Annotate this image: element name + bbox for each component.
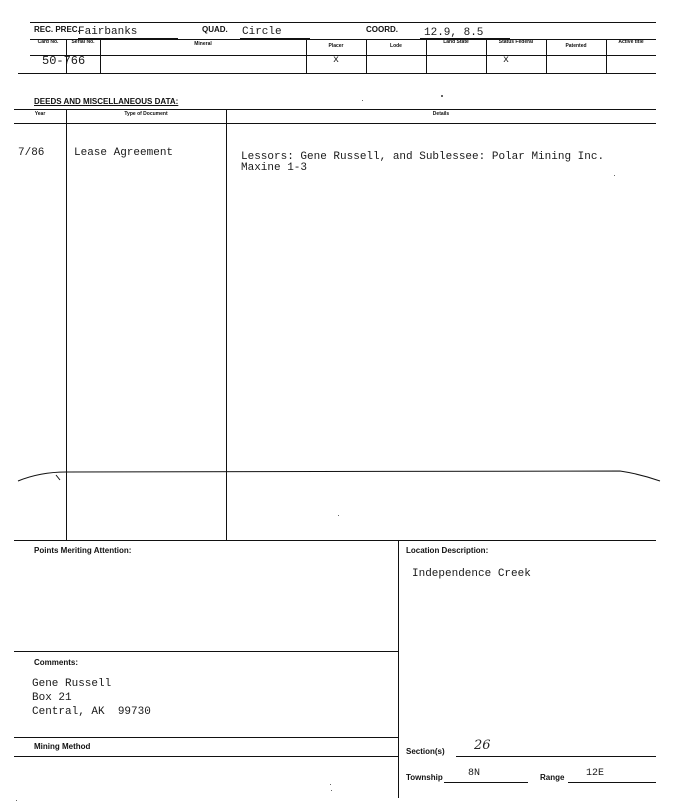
- header-columns-mid-rule: [30, 55, 656, 56]
- card-no-value: 50-766: [42, 54, 86, 68]
- mining-method-bottom-rule: [14, 756, 398, 757]
- comments-line-2: Box 21: [32, 692, 72, 704]
- placer-mark: x: [333, 55, 340, 66]
- range-underline: [568, 782, 656, 783]
- comments-line-1: Gene Russell: [32, 678, 112, 690]
- mining-method-label: Mining Method: [34, 742, 91, 751]
- location-description-label: Location Description:: [406, 546, 489, 555]
- deeds-bottom-rule: [14, 540, 656, 541]
- col-details: Details: [432, 111, 450, 117]
- comments-line-3: Central, AK 99730: [32, 706, 151, 718]
- col-status-federal: Status Federal: [498, 39, 534, 45]
- location-divider: [398, 540, 399, 798]
- col-land-state: Land State: [443, 39, 469, 45]
- deeds-header-rule: [14, 123, 656, 124]
- divider: [606, 39, 607, 73]
- divider: [66, 39, 67, 73]
- comments-label: Comments:: [34, 658, 79, 667]
- scan-speck: [330, 784, 331, 785]
- col-mineral: Mineral: [194, 41, 212, 47]
- sections-label: Section(s): [406, 747, 445, 756]
- divider: [426, 39, 427, 73]
- divider: [306, 39, 307, 73]
- sections-underline: [456, 756, 656, 757]
- township-value: 8N: [468, 768, 481, 779]
- scan-speck: [331, 790, 332, 791]
- deed-details-line-2: Maxine 1-3: [241, 162, 308, 174]
- col-year: Year: [34, 111, 46, 117]
- points-meriting-attention-label: Points Meriting Attention:: [34, 546, 132, 555]
- quad-value: Circle: [242, 26, 282, 38]
- divider: [366, 39, 367, 73]
- status-federal-mark: x: [503, 55, 510, 66]
- col-placer: Placer: [328, 43, 344, 49]
- scan-speck: [441, 95, 443, 97]
- scan-speck: [362, 100, 363, 101]
- col-serial-no: Serial No.: [71, 39, 95, 45]
- col-card-no: Card No.: [37, 39, 59, 45]
- scan-speck: [614, 175, 615, 176]
- township-underline: [444, 782, 528, 783]
- coord-label: COORD.: [366, 25, 398, 34]
- coord-value: 12.9, 8.5: [424, 27, 484, 39]
- scan-speck: [16, 800, 17, 801]
- col-active-title: Active title: [618, 39, 644, 45]
- rec-prec-value: Fairbanks: [78, 26, 138, 38]
- rec-prec-label: REC. PREC.: [34, 25, 80, 34]
- header-columns-top-rule: [30, 39, 656, 40]
- header-top-rule: [30, 22, 656, 23]
- header-bottom-rule: [18, 73, 656, 74]
- divider: [546, 39, 547, 73]
- col-lode: Lode: [390, 43, 402, 49]
- sections-value: 26: [474, 738, 491, 753]
- mining-method-top-rule: [14, 737, 398, 738]
- deed-year: 7/86: [18, 147, 45, 159]
- comments-top-rule: [14, 651, 398, 652]
- quad-label: QUAD.: [202, 25, 228, 34]
- range-value: 12E: [586, 768, 605, 779]
- deeds-top-rule: [14, 109, 656, 110]
- divider: [100, 39, 101, 73]
- range-label: Range: [540, 773, 565, 782]
- deeds-title: DEEDS AND MISCELLANEOUS DATA:: [34, 97, 179, 106]
- deed-details-line-1: Lessors: Gene Russell, and Sublessee: Polar Mining Inc.: [241, 151, 605, 163]
- col-patented: Patented: [565, 43, 587, 49]
- deed-type: Lease Agreement: [74, 147, 174, 159]
- scan-speck: [338, 515, 339, 516]
- township-label: Township: [406, 773, 443, 782]
- deeds-lower-rule: [0, 460, 678, 490]
- divider: [486, 39, 487, 73]
- col-type-of-document: Type of Document: [124, 111, 168, 117]
- location-description-value: Independence Creek: [412, 568, 531, 580]
